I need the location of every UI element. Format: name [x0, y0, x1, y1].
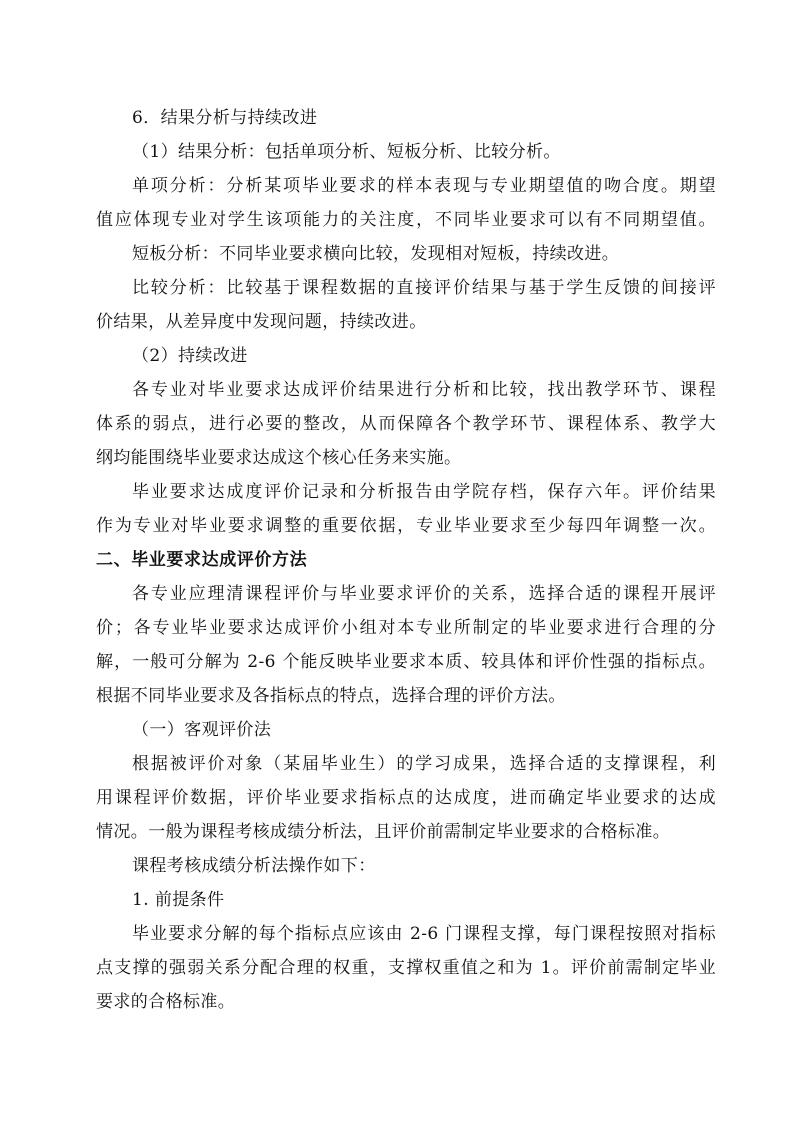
- archive-line-2: 作为专业对毕业要求调整的重要依据，专业毕业要求至少每四年调整一次。: [96, 516, 716, 536]
- continuous-improvement-line-1: 各专业对毕业要求达成评价结果进行分析和比较，找出教学环节、课程: [132, 380, 716, 400]
- premise-line-3: 要求的合格标准。: [96, 992, 236, 1012]
- comparison-analysis-line-1: 比较分析：比较基于课程数据的直接评价结果与基于学生反馈的间接评: [132, 278, 716, 298]
- intro-line-3: 解，一般可分解为 2-6 个能反映毕业要求本质、较具体和评价性强的指标点。: [96, 652, 716, 672]
- intro-line-4: 根据不同毕业要求及各指标点的特点，选择合理的评价方法。: [96, 686, 566, 706]
- shortboard-analysis: 短板分析：不同毕业要求横向比较，发现相对短板，持续改进。: [132, 244, 620, 264]
- objective-line-1: 根据被评价对象（某届毕业生）的学习成果，选择合适的支撑课程，利: [132, 754, 716, 774]
- continuous-improvement-line-3: 纲均能围绕毕业要求达成这个核心任务来实施。: [96, 448, 462, 468]
- objective-method-heading: （一）客观评价法: [132, 720, 272, 740]
- section-6-heading: 6．结果分析与持续改进: [132, 108, 318, 128]
- intro-line-2: 价；各专业毕业要求达成评价小组对本专业所制定的毕业要求进行合理的分: [96, 618, 716, 638]
- course-method-intro: 课程考核成绩分析法操作如下：: [132, 856, 376, 876]
- result-analysis-heading: （1）结果分析：包括单项分析、短板分析、比较分析。: [132, 142, 561, 162]
- premise-line-1: 毕业要求分解的每个指标点应该由 2-6 门课程支撑，每门课程按照对指标: [132, 924, 716, 944]
- comparison-analysis-line-2: 价结果，从差异度中发现问题，持续改进。: [96, 312, 427, 332]
- single-analysis-line-1: 单项分析：分析某项毕业要求的样本表现与专业期望值的吻合度。期望: [132, 176, 716, 196]
- objective-line-2: 用课程评价数据，评价毕业要求指标点的达成度，进而确定毕业要求的达成: [96, 788, 716, 808]
- archive-line-1: 毕业要求达成度评价记录和分析报告由学院存档，保存六年。评价结果: [132, 482, 716, 502]
- premise-heading: 1. 前提条件: [132, 890, 225, 910]
- objective-line-3: 情况。一般为课程考核成绩分析法，且评价前需制定毕业要求的合格标准。: [96, 822, 671, 842]
- intro-line-1: 各专业应理清课程评价与毕业要求评价的关系，选择合适的课程开展评: [132, 584, 716, 604]
- document-body: [96, 101, 716, 1019]
- section-2-heading: 二、毕业要求达成评价方法: [96, 550, 308, 570]
- single-analysis-line-2: 值应体现专业对学生该项能力的关注度，不同毕业要求可以有不同期望值。: [96, 210, 716, 230]
- premise-line-2: 点支撑的强弱关系分配合理的权重，支撑权重值之和为 1。评价前需制定毕业: [96, 958, 716, 978]
- continuous-improvement-line-2: 体系的弱点，进行必要的整改，从而保障各个教学环节、课程体系、教学大: [96, 414, 716, 434]
- continuous-improvement-heading: （2）持续改进: [132, 346, 248, 366]
